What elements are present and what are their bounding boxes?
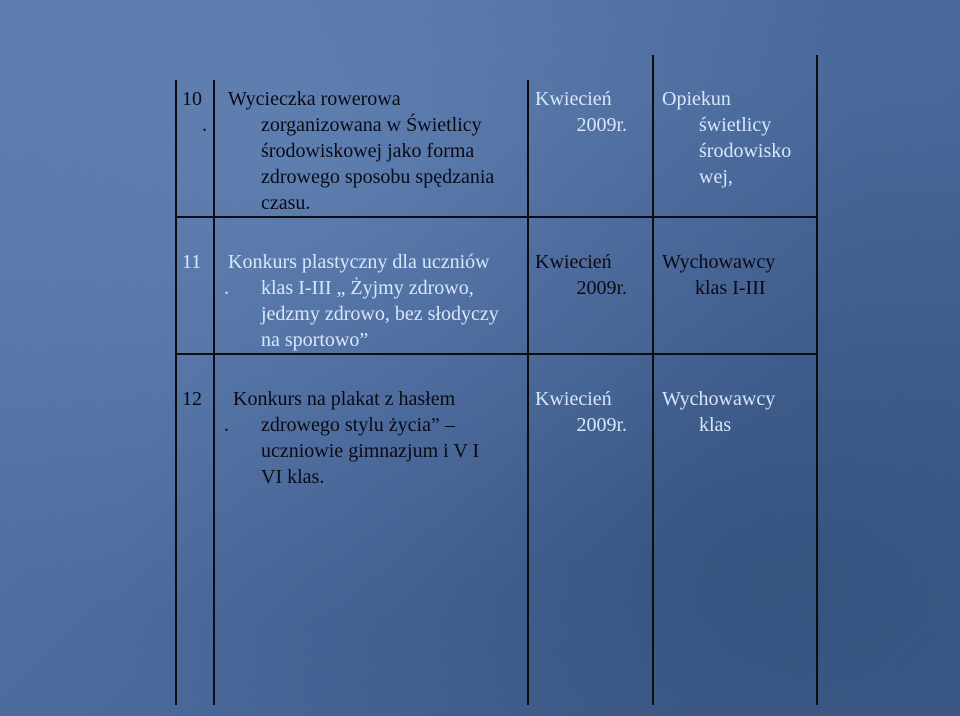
- responsible-text: klas I-III: [695, 277, 766, 299]
- table-divider-event: [527, 80, 529, 705]
- event-text: zorganizowana w Świetlicy: [261, 114, 482, 136]
- date-text: 2009r.: [576, 277, 627, 299]
- row-number-dot: .: [202, 114, 207, 136]
- table-row-separator: [175, 353, 818, 355]
- event-text: Konkurs na plakat z hasłem: [233, 388, 456, 410]
- responsible-text: Opiekun: [662, 88, 731, 110]
- event-text: czasu.: [261, 192, 311, 214]
- date-text: 2009r.: [576, 414, 627, 436]
- responsible-text: Wychowawcy: [662, 251, 776, 273]
- row-number: 11: [182, 251, 202, 273]
- table-right-border: [816, 55, 818, 705]
- event-text: na sportowo”: [261, 329, 369, 351]
- event-text: Konkurs plastyczny dla uczniów: [228, 251, 490, 273]
- table-left-border: [175, 80, 177, 705]
- row-number-dot: .: [224, 277, 229, 299]
- responsible-text: klas: [699, 414, 732, 436]
- date-text: Kwiecień: [535, 88, 612, 110]
- responsible-text: Wychowawcy: [662, 388, 776, 410]
- responsible-text: wej,: [699, 166, 733, 188]
- date-text: Kwiecień: [535, 251, 612, 273]
- event-text: uczniowie gimnazjum i V I: [261, 440, 480, 462]
- event-text: jedzmy zdrowo, bez słodyczy: [261, 303, 499, 325]
- responsible-text: świetlicy: [699, 114, 772, 136]
- row-number: 12: [182, 388, 202, 410]
- row-number-dot: .: [224, 414, 229, 436]
- event-text: zdrowego sposobu spędzania: [261, 166, 495, 188]
- table-divider-date: [652, 55, 654, 705]
- date-text: Kwiecień: [535, 388, 612, 410]
- event-text: zdrowego stylu życia” –: [261, 414, 455, 436]
- table-divider-num: [213, 80, 215, 705]
- date-text: 2009r.: [576, 114, 627, 136]
- event-text: środowiskowej jako forma: [261, 140, 475, 162]
- row-number: 10: [182, 88, 202, 110]
- table-row-separator: [175, 216, 818, 218]
- event-text: VI klas.: [261, 466, 325, 488]
- responsible-text: środowisko: [699, 140, 792, 162]
- event-text: klas I-III „ Żyjmy zdrowo,: [261, 277, 474, 299]
- event-text: Wycieczka rowerowa: [228, 88, 401, 110]
